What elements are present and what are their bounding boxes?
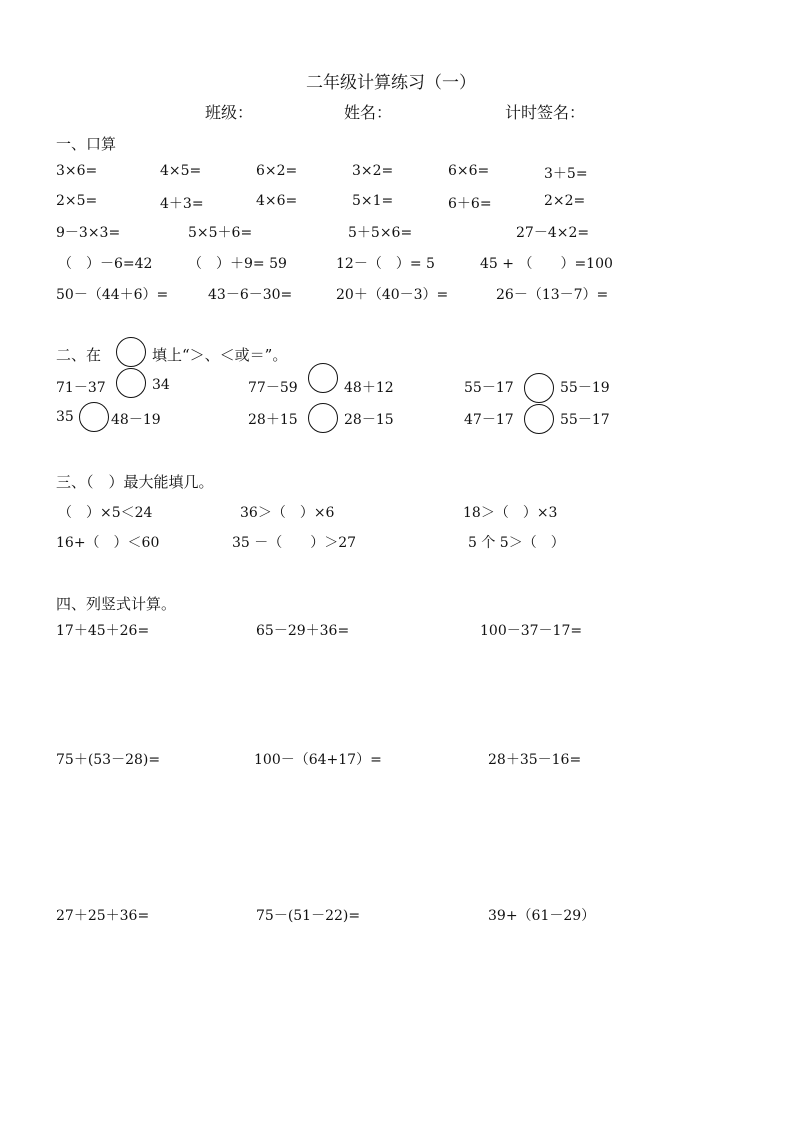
problem: 18＞（ ）×3 xyxy=(463,505,558,521)
problem: 20＋（40－3）= xyxy=(336,287,449,303)
section2-heading-post: 填上“＞、＜或＝”。 xyxy=(152,346,288,364)
answer-circle[interactable] xyxy=(116,368,146,398)
problem: 65－29＋36= xyxy=(256,623,350,639)
problem: 36＞（ ）×6 xyxy=(240,505,335,521)
problem: 27＋25＋36= xyxy=(56,908,150,924)
answer-circle[interactable] xyxy=(308,403,338,433)
problem: 6×6= xyxy=(448,163,490,179)
answer-circle[interactable] xyxy=(79,402,109,432)
compare-right: 55－19 xyxy=(560,380,610,396)
problem: 45 + （ ）=100 xyxy=(480,256,613,272)
answer-circle-example xyxy=(116,337,146,367)
problem: 35 －（ ）＞27 xyxy=(232,535,357,551)
problem: 12－（ ）= 5 xyxy=(336,256,435,272)
name-label: 姓名： xyxy=(344,103,393,122)
class-label: 班级： xyxy=(205,103,254,122)
problem: 16+（ ）＜60 xyxy=(56,535,160,551)
problem: 39+（61－29） xyxy=(488,908,596,924)
compare-right: 48－19 xyxy=(111,412,161,428)
problem: 75＋(53－28)= xyxy=(56,752,161,768)
problem: 50－（44＋6）= xyxy=(56,287,169,303)
problem: 5×1= xyxy=(352,193,394,209)
answer-circle[interactable] xyxy=(308,363,338,393)
compare-left: 47－17 xyxy=(464,412,514,428)
problem: 3×6= xyxy=(56,163,98,179)
problem: 2×2= xyxy=(544,193,586,209)
problem: 28＋35－16= xyxy=(488,752,582,768)
section3-heading: 三、（ ）最大能填几。 xyxy=(56,473,214,491)
problem: 5 个 5＞（ ） xyxy=(468,535,565,551)
section1-heading: 一、口算 xyxy=(56,135,117,153)
problem: 26－（13－7）= xyxy=(496,287,609,303)
problem: 17＋45＋26= xyxy=(56,623,150,639)
answer-circle[interactable] xyxy=(524,373,554,403)
compare-right: 48＋12 xyxy=(344,380,394,396)
problem: 27－4×2= xyxy=(516,225,590,241)
problem: 9－3×3= xyxy=(56,225,121,241)
problem: 75－(51－22)= xyxy=(256,908,361,924)
problem: 4×6= xyxy=(256,193,298,209)
timer-signature-label: 计时签名： xyxy=(505,103,586,122)
problem: 6＋6= xyxy=(448,196,492,212)
problem: （ ）＋9= 59 xyxy=(188,256,287,272)
problem: 2×5= xyxy=(56,193,98,209)
compare-right: 55－17 xyxy=(560,412,610,428)
problem: 4＋3= xyxy=(160,196,204,212)
compare-left: 71－37 xyxy=(56,380,106,396)
compare-right: 28－15 xyxy=(344,412,394,428)
compare-left: 55－17 xyxy=(464,380,514,396)
answer-circle[interactable] xyxy=(524,404,554,434)
page-title: 二年级计算练习（一） xyxy=(306,73,476,93)
problem: （ ）×5＜24 xyxy=(58,505,153,521)
compare-left: 77－59 xyxy=(248,380,298,396)
problem: 43－6－30= xyxy=(208,287,293,303)
problem: 100－（64+17）= xyxy=(254,752,382,768)
compare-right: 34 xyxy=(152,377,170,393)
problem: 5×5＋6= xyxy=(188,225,253,241)
problem: 5＋5×6= xyxy=(348,225,413,241)
section4-heading: 四、列竖式计算。 xyxy=(56,595,177,613)
compare-left: 35 xyxy=(56,409,74,425)
problem: 3＋5= xyxy=(544,166,588,182)
problem: 100－37－17= xyxy=(480,623,583,639)
problem: 3×2= xyxy=(352,163,394,179)
problem: 4×5= xyxy=(160,163,202,179)
compare-left: 28＋15 xyxy=(248,412,298,428)
problem: 6×2= xyxy=(256,163,298,179)
section2-heading-pre: 二、在 xyxy=(56,346,102,364)
problem: （ ）－6=42 xyxy=(58,256,153,272)
